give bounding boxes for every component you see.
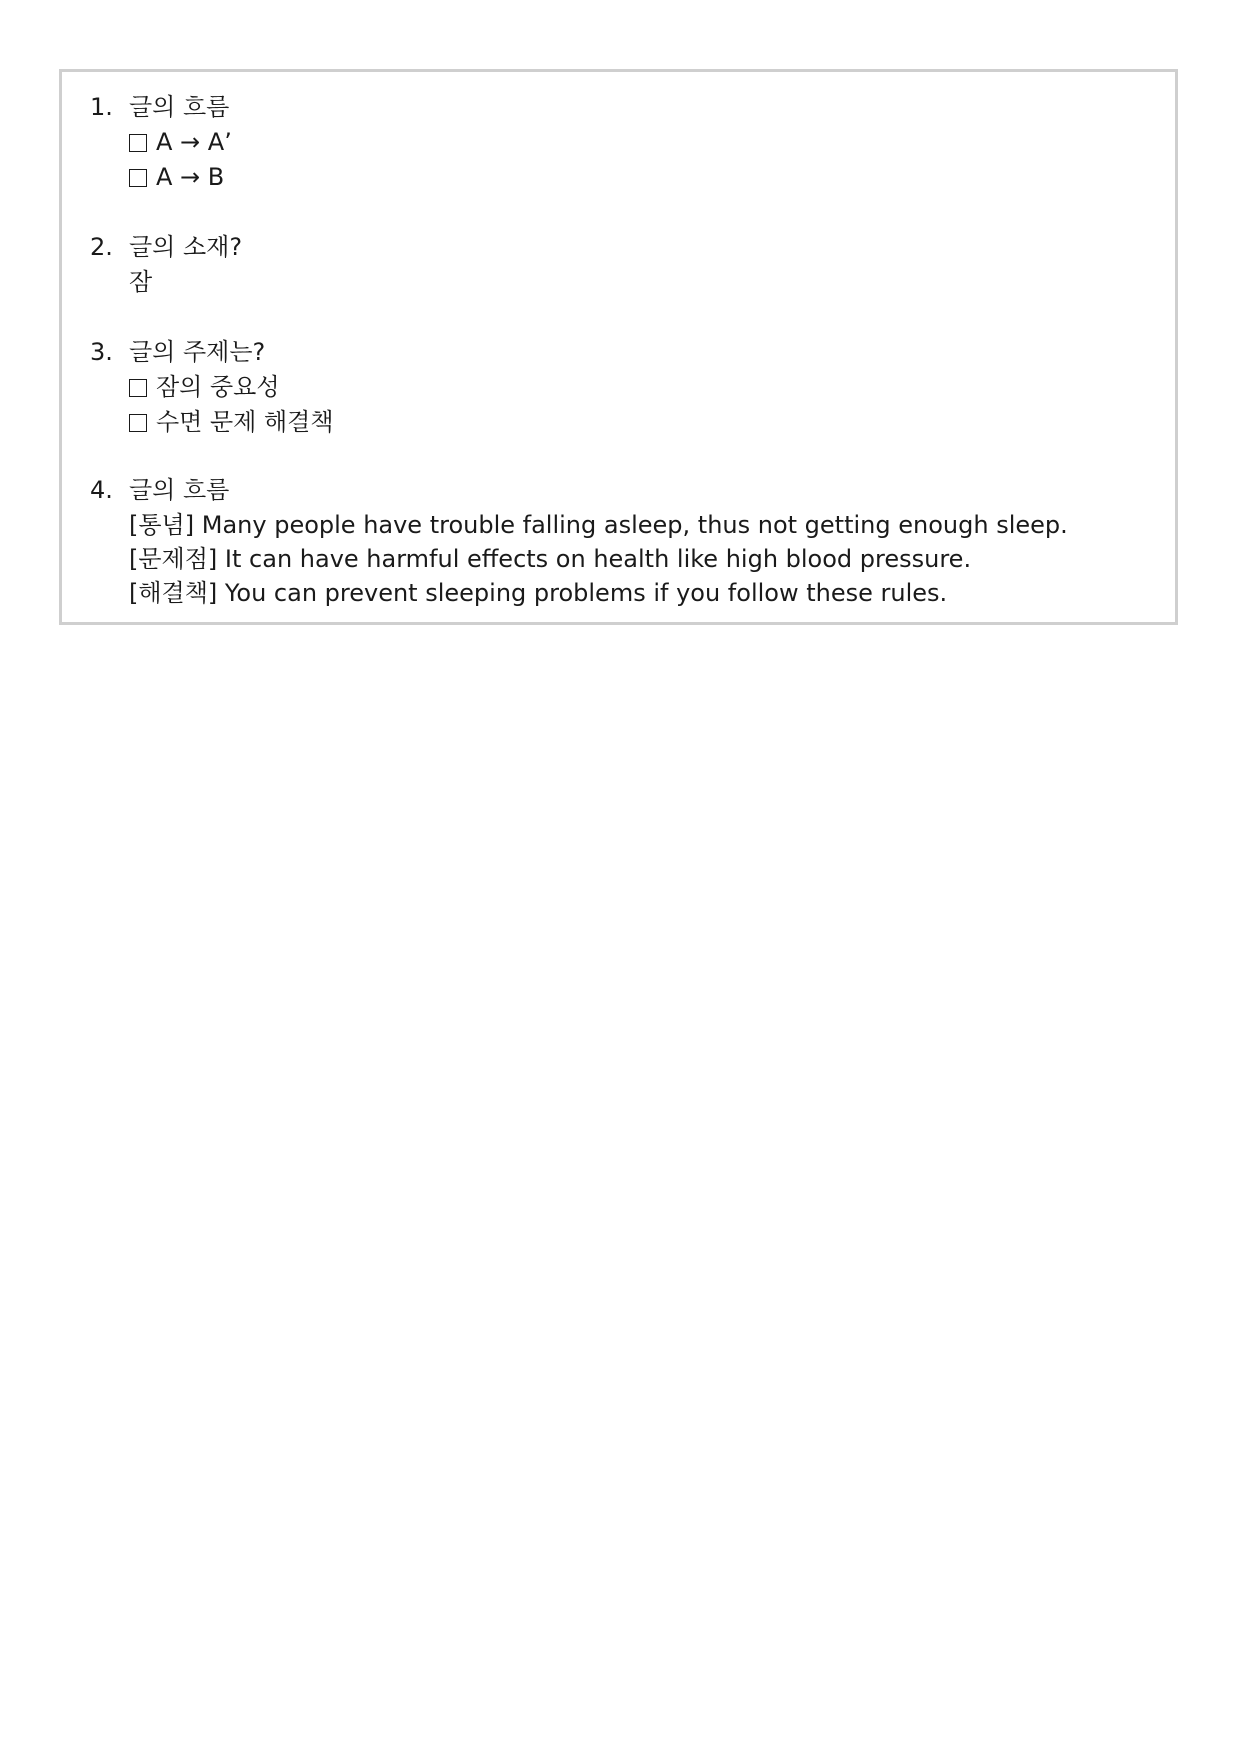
checkbox-icon[interactable]: [129, 379, 147, 397]
flow-line-common-belief: [129, 508, 1068, 542]
question-number: 3.: [90, 338, 113, 366]
flow-line-problem: [129, 542, 1068, 576]
question-title: 글의 흐름: [129, 93, 230, 121]
option-label: A → B: [156, 163, 225, 191]
flow-tag: [통념]: [129, 511, 195, 539]
worksheet-box: [59, 69, 1178, 625]
question-number: 1.: [90, 93, 113, 121]
option-sleep-problem-solution[interactable]: [129, 405, 334, 440]
question-body: [129, 473, 1068, 610]
question-title: 글의 소재?: [129, 233, 243, 261]
option-label: 잠의 중요성: [156, 373, 280, 401]
option-a-to-b[interactable]: [129, 160, 232, 195]
checkbox-icon[interactable]: [129, 134, 147, 152]
question-body: [129, 335, 334, 440]
question-body: [129, 230, 242, 300]
flow-text: Many people have trouble falling asleep, thus not getting enough sleep.: [201, 511, 1068, 539]
question-title: 글의 주제는?: [129, 338, 266, 366]
flow-tag: [해결책]: [129, 579, 218, 607]
option-a-to-a-prime[interactable]: [129, 125, 232, 160]
option-importance-of-sleep[interactable]: [129, 370, 334, 405]
flow-text: You can prevent sleeping problems if you follow these rules.: [224, 579, 948, 607]
question-body: [129, 90, 232, 195]
question-number: 4.: [90, 476, 113, 504]
flow-line-solution: [129, 576, 1068, 610]
flow-tag: [문제점]: [129, 545, 218, 573]
option-label: 수면 문제 해결책: [156, 408, 334, 436]
question-title: 글의 흐름: [129, 476, 230, 504]
answer-text: 잠: [129, 268, 153, 296]
question-number: 2.: [90, 233, 113, 261]
checkbox-icon[interactable]: [129, 414, 147, 432]
checkbox-icon[interactable]: [129, 169, 147, 187]
option-label: A → A’: [156, 128, 232, 156]
flow-text: It can have harmful effects on health like high blood pressure.: [224, 545, 972, 573]
